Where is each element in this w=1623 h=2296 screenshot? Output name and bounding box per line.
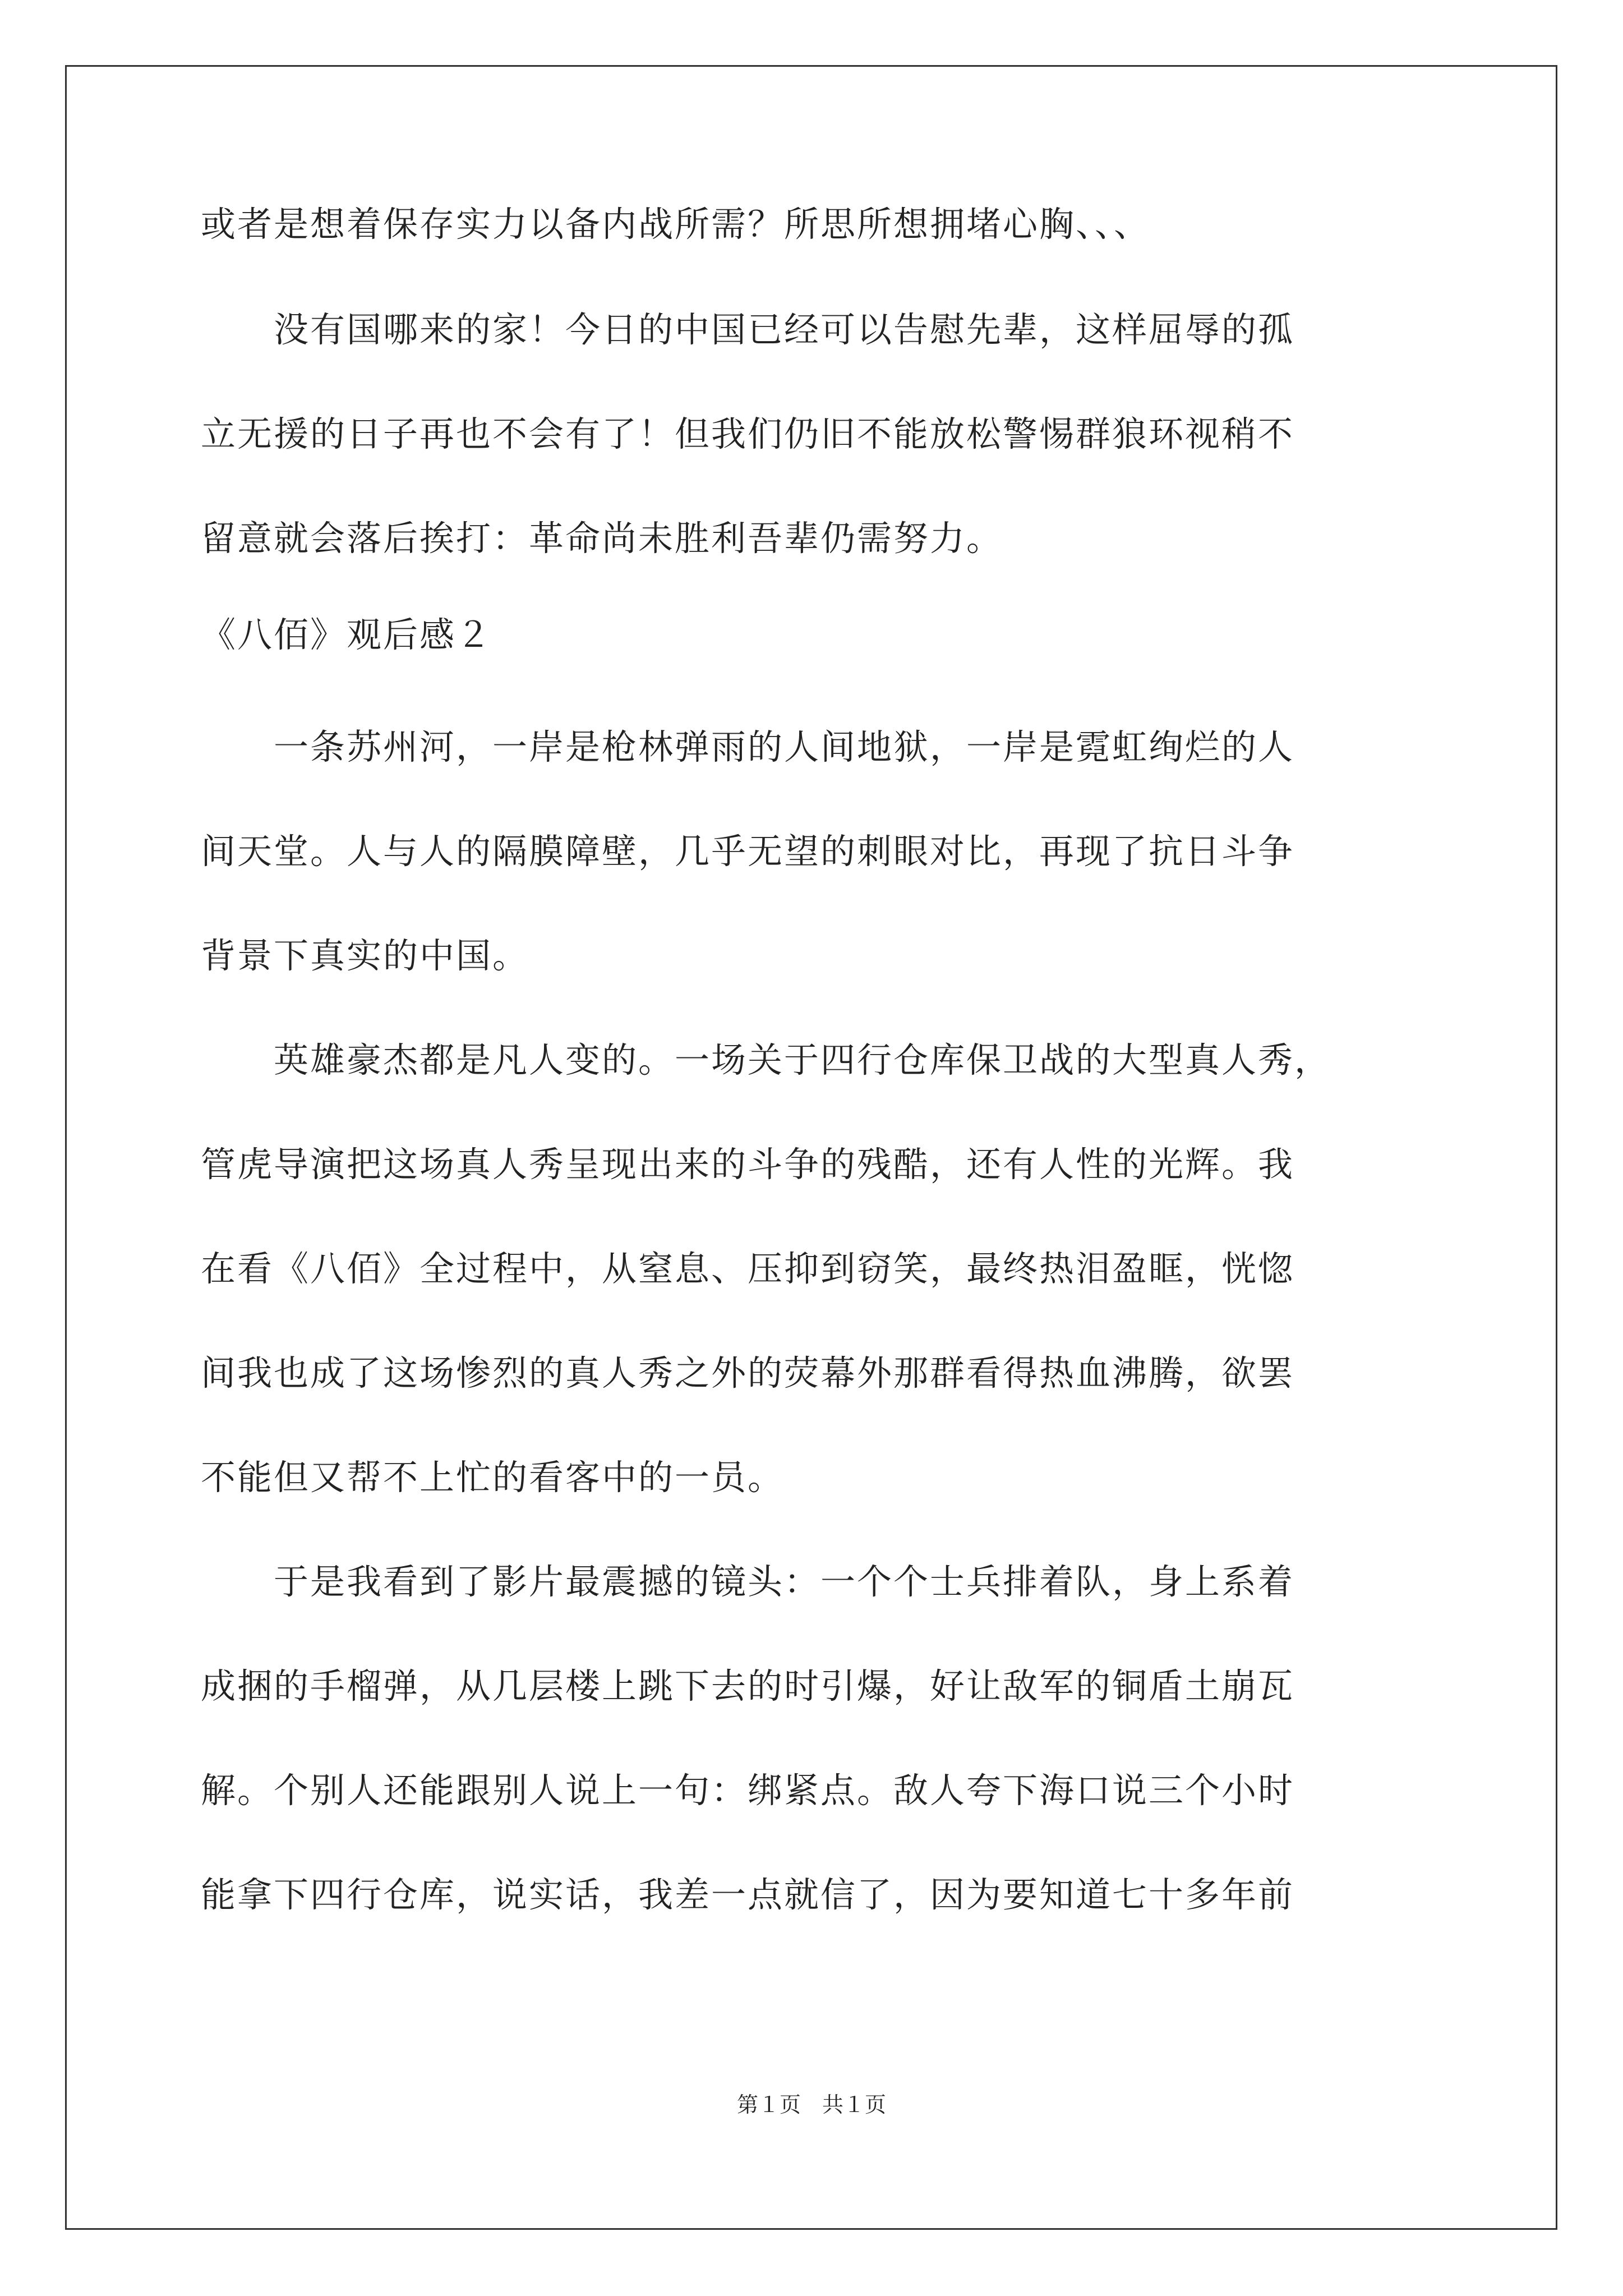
text-line: 解。个别人还能跟别人说上一句：绑紧点。敌人夸下海口说三个小时 <box>201 1770 1295 1811</box>
text-line: 留意就会落后挨打：革命尚未胜利吾辈仍需努力。 <box>201 518 1003 559</box>
text-line: 于是我看到了影片最震撼的镜头：一个个士兵排着队，身上系着 <box>201 1561 1295 1602</box>
text-line: 成捆的手榴弹，从几层楼上跳下去的时引爆，好让敌军的铜盾土崩瓦 <box>201 1665 1295 1706</box>
text-line: 立无援的日子再也不会有了！但我们仍旧不能放松警惕群狼环视稍不 <box>201 413 1295 454</box>
text-line: 管虎导演把这场真人秀呈现出来的斗争的残酷，还有人性的光辉。我 <box>201 1144 1295 1185</box>
text-line: 能拿下四行仓库，说实话，我差一点就信了，因为要知道七十多年前 <box>201 1874 1295 1915</box>
text-line: 在看《八佰》全过程中，从窒息、压抑到窃笑，最终热泪盈眶，恍惚 <box>201 1248 1295 1289</box>
section-heading: 《八佰》观后感２ <box>201 614 493 655</box>
text-line: 或者是想着保存实力以备内战所需？所思所想拥堵心胸、、、 <box>201 204 1151 245</box>
text-line: 间天堂。人与人的隔膜障壁，几乎无望的刺眼对比，再现了抗日斗争 <box>201 831 1295 872</box>
text-line: 一条苏州河，一岸是枪林弹雨的人间地狱，一岸是霓虹绚烂的人 <box>201 726 1295 767</box>
text-line: 不能但又帮不上忙的看客中的一员。 <box>201 1457 785 1498</box>
page-number-footer: 第１页 共１页 <box>736 2092 886 2117</box>
text-line: 英雄豪杰都是凡人变的。一场关于四行仓库保卫战的大型真人秀， <box>201 1039 1331 1080</box>
text-line: 没有国哪来的家！今日的中国已经可以告慰先辈，这样屈辱的孤 <box>201 309 1295 350</box>
text-line: 背景下真实的中国。 <box>201 935 529 976</box>
text-line: 间我也成了这场惨烈的真人秀之外的荧幕外那群看得热血沸腾，欲罢 <box>201 1352 1295 1393</box>
